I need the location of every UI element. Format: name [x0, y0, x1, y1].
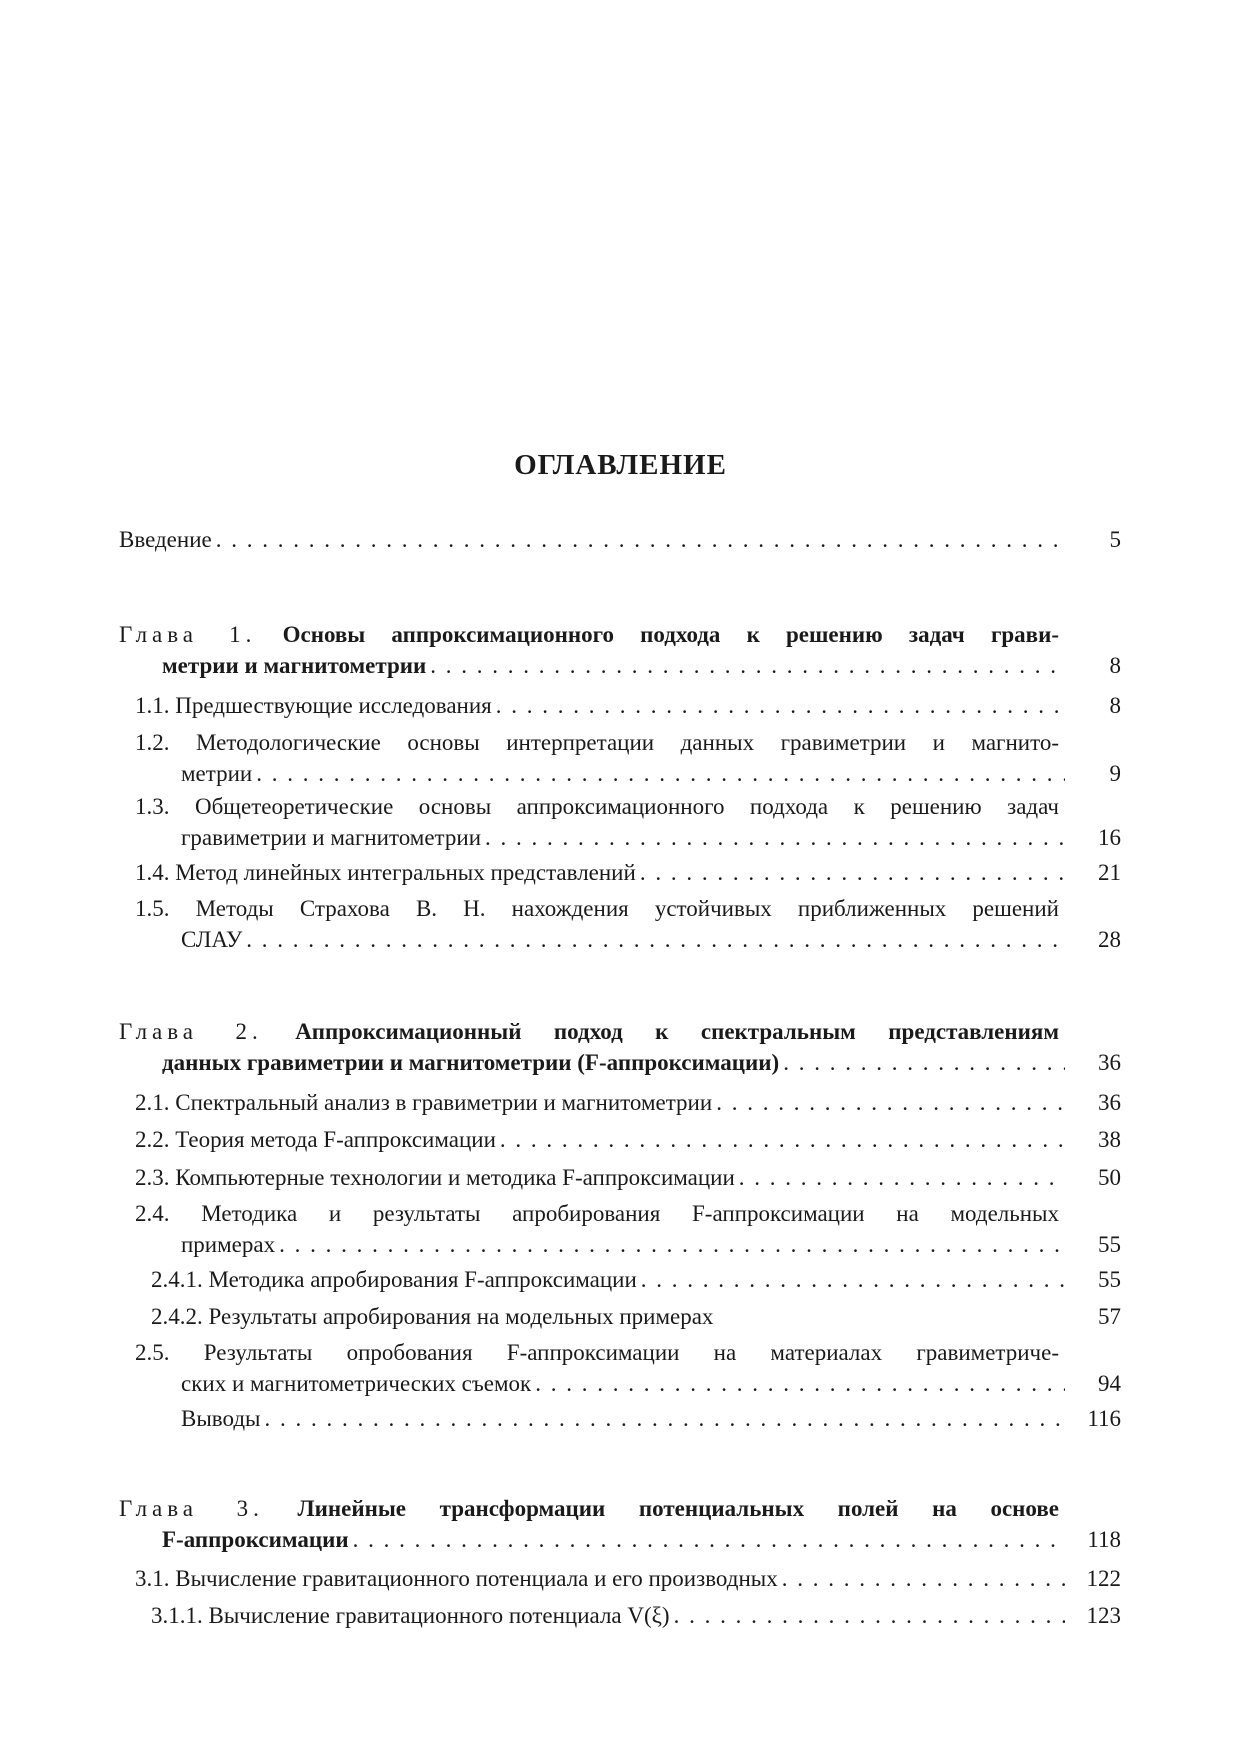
toc-section-1-3[interactable] — [119, 791, 1121, 853]
section-number: 2.2. — [135, 1127, 170, 1152]
dot-leader — [279, 1229, 1065, 1260]
chapter-title-cont: F-аппроксимации — [162, 1527, 349, 1552]
page-number: 8 — [1109, 693, 1121, 718]
dot-leader — [265, 1403, 1066, 1434]
section-title: Вычисление гравитационного потенциала и его производных — [175, 1566, 778, 1591]
page-number: 21 — [1098, 860, 1121, 885]
page-number: 94 — [1098, 1371, 1121, 1396]
section-title: Спектральный анализ в гравиметрии и магнитометрии — [175, 1090, 713, 1115]
section-title: Предшествующие исследования — [175, 693, 492, 718]
toc-chapter-3[interactable] — [119, 1493, 1121, 1555]
section-number: 1.5. — [135, 896, 170, 921]
dot-leader — [485, 822, 1065, 853]
page-number: 36 — [1098, 1090, 1121, 1115]
section-number: 2.1. — [135, 1090, 170, 1115]
page-number: 50 — [1098, 1165, 1121, 1190]
dot-leader — [641, 1264, 1065, 1295]
section-title-cont: метрии — [181, 761, 253, 786]
toc-conclusions[interactable] — [119, 1403, 1121, 1434]
toc-section-2-5[interactable] — [119, 1337, 1121, 1399]
page-number: 9 — [1109, 761, 1121, 786]
section-number: 2.4. — [135, 1201, 170, 1226]
section-title: Методика и результаты апробирования F-аппроксимации на модельных — [201, 1201, 1060, 1226]
section-number: 1.3. — [135, 794, 170, 819]
chapter-label: Глава 1. — [119, 622, 257, 647]
page-number: 57 — [1098, 1304, 1121, 1329]
chapter-title-cont: метрии и магнитометрии — [162, 653, 427, 678]
section-title: Методы Страхова В. Н. нахождения устойчивых приближенных решений — [195, 896, 1059, 921]
toc-subsection-2-4-1[interactable] — [119, 1264, 1121, 1295]
section-number: 2.4.2. — [151, 1304, 203, 1329]
page-number: 38 — [1098, 1127, 1121, 1152]
section-title: Результаты опробования F-аппроксимации на материалах гравиметриче- — [203, 1340, 1059, 1365]
chapter-title-cont: данных гравиметрии и магнитометрии (F-аппроксимации) — [162, 1050, 780, 1075]
toc-section-1-4[interactable] — [119, 857, 1121, 888]
dot-leader — [430, 650, 1065, 681]
toc-section-2-1[interactable] — [119, 1087, 1121, 1118]
toc-entry-label: Введение — [119, 527, 212, 552]
chapter-title: Основы аппроксимационного подхода к решению задач грави- — [282, 622, 1060, 647]
dot-leader — [716, 1087, 1065, 1118]
page-number: 118 — [1087, 1527, 1121, 1552]
section-title: Результаты апробирования на модельных примерах — [208, 1304, 714, 1329]
toc-chapter-1[interactable] — [119, 619, 1121, 681]
page-number: 28 — [1098, 927, 1121, 952]
dot-leader — [500, 1124, 1065, 1155]
dot-leader — [782, 1563, 1065, 1594]
chapter-label: Глава 3. — [119, 1496, 264, 1521]
toc-entry-intro[interactable] — [119, 524, 1121, 555]
page-number: 122 — [1086, 1566, 1121, 1591]
dot-leader — [535, 1368, 1065, 1399]
section-number: 2.5. — [135, 1340, 170, 1365]
section-title-cont: СЛАУ — [181, 927, 243, 952]
section-title: Выводы — [181, 1406, 261, 1431]
dot-leader — [216, 524, 1065, 555]
section-number: 1.4. — [135, 860, 170, 885]
page-number: 123 — [1086, 1603, 1121, 1628]
section-title: Методологические основы интерпретации данных гравиметрии и магнито- — [196, 730, 1060, 755]
section-number: 3.1.1. — [151, 1603, 203, 1628]
toc-chapter-2[interactable] — [119, 1016, 1121, 1078]
page-number: 5 — [1109, 527, 1121, 552]
section-number: 1.1. — [135, 693, 170, 718]
section-title: Теория метода F-аппроксимации — [175, 1127, 496, 1152]
dot-leader — [783, 1047, 1065, 1078]
toc-section-2-2[interactable] — [119, 1124, 1121, 1155]
section-number: 2.4.1. — [151, 1267, 203, 1292]
section-title: Вычисление гравитационного потенциала V(ξ) — [208, 1603, 670, 1628]
page-number: 55 — [1098, 1232, 1121, 1257]
section-number: 3.1. — [135, 1566, 170, 1591]
section-number: 1.2. — [135, 730, 170, 755]
section-title-cont: ских и магнитометрических съемок — [181, 1371, 532, 1396]
toc-section-1-2[interactable] — [119, 727, 1121, 789]
dot-leader — [353, 1524, 1065, 1555]
toc-section-2-3[interactable] — [119, 1162, 1121, 1193]
section-title: Метод линейных интегральных представлений — [175, 860, 636, 885]
chapter-label: Глава 2. — [119, 1019, 263, 1044]
dot-leader — [256, 758, 1065, 789]
section-title: Общетеоретические основы аппроксимационного подхода к решению задач — [194, 794, 1059, 819]
toc-section-1-5[interactable] — [119, 893, 1121, 955]
dot-leader — [246, 924, 1065, 955]
dot-leader — [640, 857, 1065, 888]
page-number: 16 — [1098, 825, 1121, 850]
toc-section-1-1[interactable] — [119, 690, 1121, 721]
toc-subsection-3-1-1[interactable] — [119, 1600, 1121, 1631]
page-number: 55 — [1098, 1267, 1121, 1292]
section-title: Компьютерные технологии и методика F-аппроксимации — [175, 1165, 735, 1190]
dot-leader — [739, 1162, 1065, 1193]
chapter-title: Аппроксимационный подход к спектральным представлениям — [295, 1019, 1059, 1044]
section-title-cont: гравиметрии и магнитометрии — [181, 825, 482, 850]
page-number: 8 — [1109, 653, 1121, 678]
toc-section-2-4[interactable] — [119, 1198, 1121, 1260]
page-title: ОГЛАВЛЕНИЕ — [514, 449, 727, 481]
dot-leader — [496, 690, 1065, 721]
section-number: 2.3. — [135, 1165, 170, 1190]
toc-subsection-2-4-2[interactable] — [119, 1301, 1121, 1332]
section-title: Методика апробирования F-аппроксимации — [208, 1267, 637, 1292]
chapter-title: Линейные трансформации потенциальных полей на основе — [297, 1496, 1059, 1521]
page-number: 116 — [1087, 1406, 1121, 1431]
dot-leader — [674, 1600, 1065, 1631]
page-number: 36 — [1098, 1050, 1121, 1075]
toc-section-3-1[interactable] — [119, 1563, 1121, 1594]
section-title-cont: примерах — [181, 1232, 276, 1257]
